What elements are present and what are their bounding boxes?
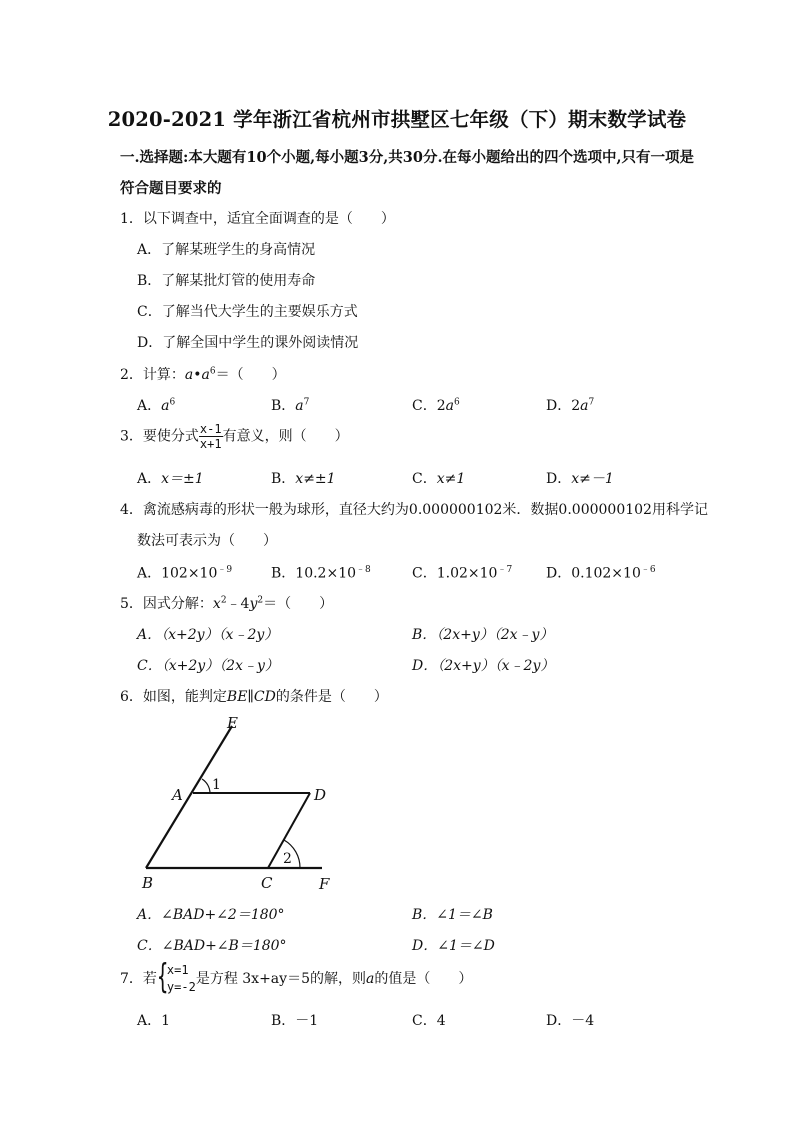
question-7-option-d: D．－4 [546,1013,595,1029]
option-exponent: 7 [303,397,310,408]
option-exponent: 6 [453,397,460,408]
exam-title: 2020-2021 学年浙江省杭州市拱墅区七年级（下）期末数学试卷 [107,108,687,131]
option-base: a [295,398,304,414]
option-exponent: ﹣9 [217,565,233,575]
question-6-option-a: A．∠BAD+∠2＝180° [137,907,285,923]
question-5-mid: ﹣4 [226,596,250,612]
option-exponent: ﹣6 [640,565,656,575]
label-b: B [142,874,154,892]
option-exponent: 7 [588,397,595,408]
question-6-option-c: C．∠BAD+∠B＝180° [137,938,287,954]
label-d: D [314,786,327,804]
question-6-suffix: 的条件是（ ） [275,689,388,705]
question-5-option-a: A．（x+2y）（x﹣2y） [137,627,279,643]
question-2-option-b [271,395,309,415]
question-7-option-b: B．－1 [271,1013,319,1029]
question-6-geometry-figure [130,712,350,897]
question-1-option-c: C．了解当代大学生的主要娱乐方式 [137,304,358,320]
option-text: x≠±1 [295,471,336,487]
question-5-stem [120,593,333,613]
question-6-stem [120,686,388,706]
option-exponent: ﹣7 [497,565,513,575]
question-5-exp-1: 2 [220,595,227,606]
option-label: B． [271,471,296,487]
question-3-option-c [412,468,465,488]
option-text: x≠1 [436,471,466,487]
fraction-numerator: x-1 [199,422,222,436]
question-7-option-c: C．4 [412,1013,446,1029]
question-7-equation-system [156,957,196,997]
question-5-exp-2: 2 [257,595,264,606]
option-label: B． [271,398,296,414]
question-2-prefix: 2．计算： [120,367,185,383]
question-3-option-b [271,468,336,488]
question-4-stem-line1: 4．禽流感病毒的形状一般为球形，直径大约为0.000000102米．数据0.000000102用科学记 [120,502,708,518]
line-eb [146,726,232,868]
section-heading-line2: 符合题目要求的 [120,180,222,197]
question-2-suffix: ＝（ ） [215,367,286,383]
label-a: A [172,786,183,804]
question-7-prefix: 7．若 [120,971,157,987]
question-2-base-a: a [184,367,194,383]
question-3-prefix: 3．要使分式 [120,428,199,445]
question-6-math: BE∥CD [226,689,276,705]
label-e: E [227,714,238,732]
question-5-option-c: C．（x+2y）（2x﹣y） [137,658,279,674]
label-angle-1: 1 [212,777,221,793]
question-5-term-x: x [212,596,221,612]
question-5-option-b: B．（2x+y）（2x﹣y） [412,627,554,643]
question-4-option-c [412,562,512,583]
fraction-denominator: x+1 [199,437,222,451]
option-exponent: 6 [169,397,176,408]
option-label: A． [137,398,162,414]
left-brace-icon: { [156,957,169,997]
label-angle-2: 2 [283,851,292,867]
question-7-option-a: A．1 [137,1013,171,1029]
question-2-option-c [412,395,460,415]
option-text: D．0.102×10 [546,565,641,582]
option-label: C． [412,471,437,487]
option-text: x＝±1 [161,471,204,487]
option-text: x≠－1 [571,471,614,487]
question-6-option-b: B．∠1＝∠B [412,907,493,923]
question-2-dot: • [193,367,202,383]
question-1-option-a: A．了解某班学生的身高情况 [137,242,316,258]
question-2-stem [120,364,286,384]
option-label: C．2 [412,398,446,414]
question-6-prefix: 6．如图，能判定 [120,689,227,705]
option-label: D．2 [546,398,581,414]
question-5-suffix: ＝（ ） [263,596,334,612]
system-line-1: x=1 [166,963,189,977]
option-text: A．102×10 [137,565,218,582]
question-7-suffix: 的值是（ ） [374,971,473,987]
question-2-option-a [137,395,175,415]
question-4-option-d [546,562,656,583]
question-5-prefix: 5．因式分解： [120,596,213,612]
question-2-base-a2: a [201,367,210,383]
question-3-fraction [199,422,223,451]
option-base: a [161,398,170,414]
question-4-option-b [271,562,371,583]
question-3-option-d [546,468,614,488]
option-text: B．10.2×10 [271,565,357,582]
question-7-var: a [365,971,375,987]
question-4-option-a [137,562,232,583]
question-7-stem [120,957,473,997]
option-exponent: ﹣8 [356,565,371,575]
angle-1-arc [202,779,210,793]
question-3-option-a [137,468,204,488]
question-6-option-d: D．∠1＝∠D [412,938,495,954]
option-label: A． [137,471,162,487]
question-3-suffix: 有意义，则（ ） [222,428,349,445]
question-4-stem-line2: 数法可表示为（ ） [137,533,277,549]
section-heading-line1: 一.选择题:本大题有10个小题,每小题3分,共30分.在每小题给出的四个选项中,只有一项是 [120,149,695,166]
question-2-option-d [546,395,594,415]
label-f: F [319,875,330,893]
label-c: C [261,874,273,892]
question-3-stem [120,422,349,451]
option-base: a [580,398,589,414]
question-1-stem: 1．以下调查中，适宜全面调查的是（ ） [120,211,395,227]
question-1-option-d: D．了解全国中学生的课外阅读情况 [137,335,359,351]
question-1-option-b: B．了解某批灯管的使用寿命 [137,273,316,289]
option-text: C．1.02×10 [412,565,498,582]
question-5-term-y: y [249,596,258,612]
option-label: D． [546,471,572,487]
option-base: a [445,398,454,414]
system-line-2: y=-2 [166,980,196,994]
question-2-exponent: 6 [209,366,216,377]
question-5-option-d: D．（2x+y）（x﹣2y） [412,658,555,674]
question-7-mid: 是方程 3x+ay＝5的解，则 [195,971,366,987]
